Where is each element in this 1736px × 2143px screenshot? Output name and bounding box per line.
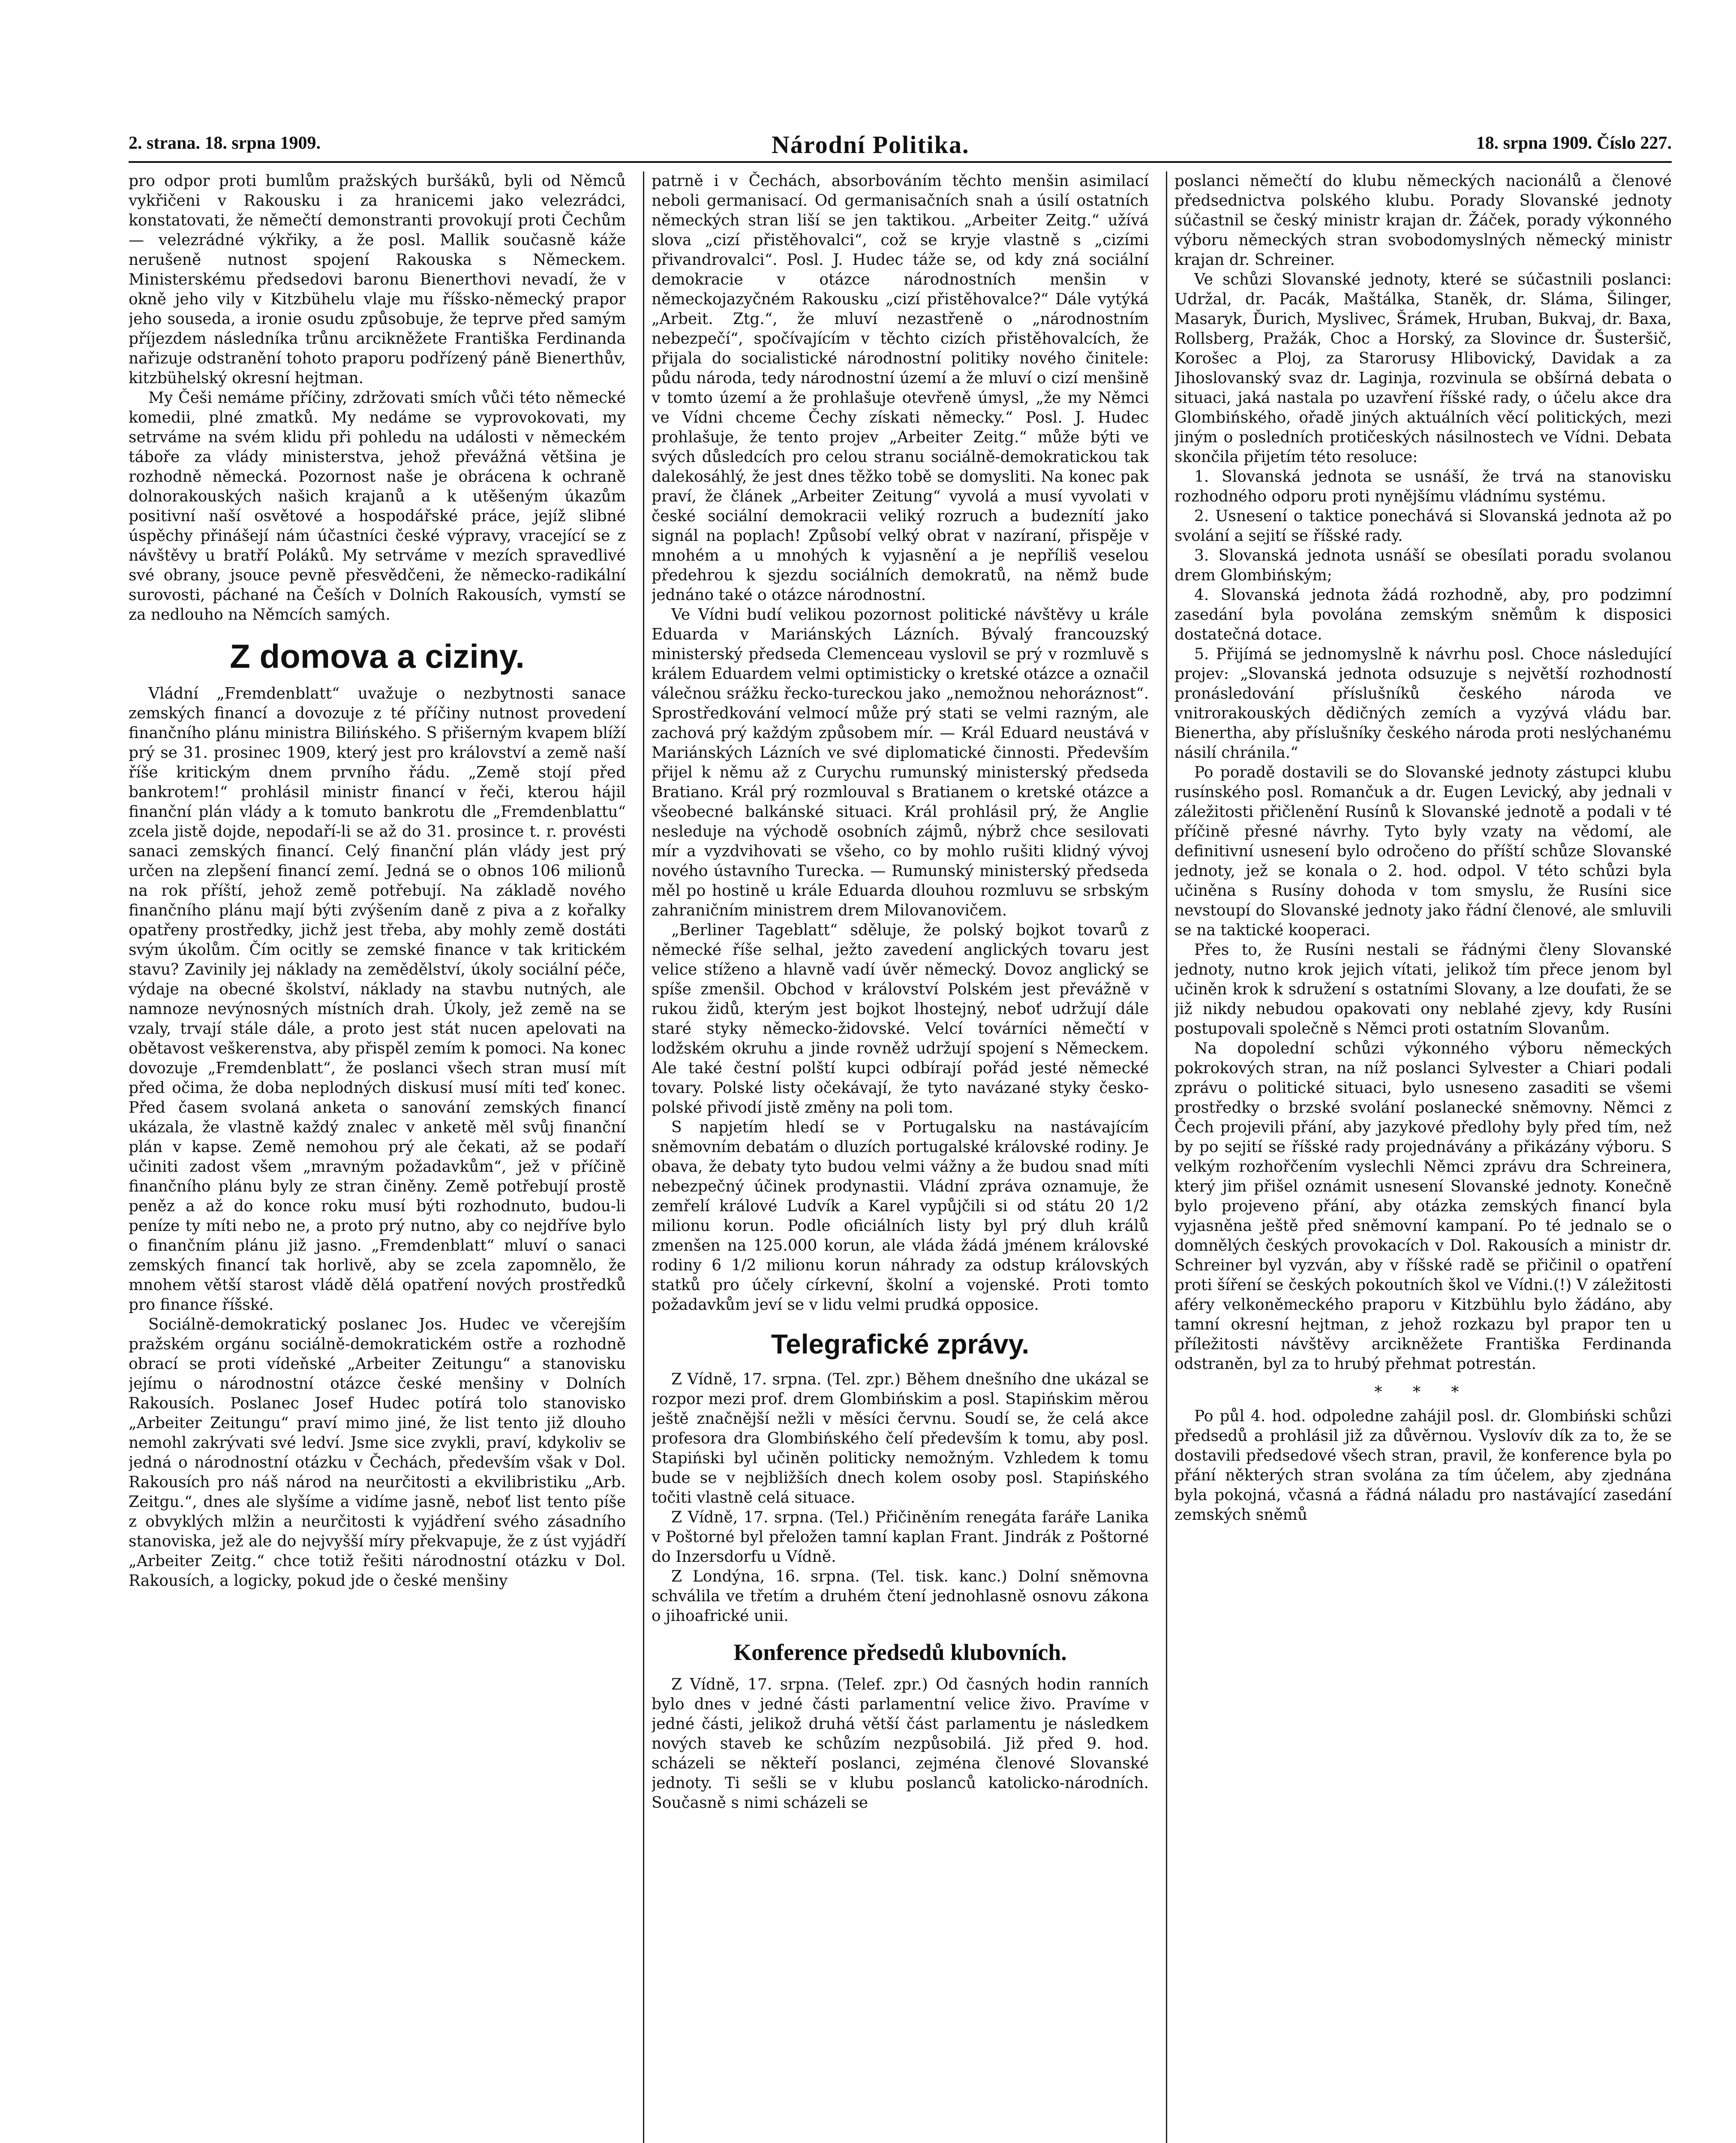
masthead-title: Národní Politika. bbox=[772, 131, 970, 159]
resolution-item: 4. Slovanská jednota žádá rozhodně, aby, pro podzimní zasedání byla povolána zemským sněmům k disposici dostatečná dotace. bbox=[1174, 586, 1672, 643]
resolution-item: 2. Usnesení o taktice ponechává si Slovanská jednota až po svolání a sejití se říšské rady. bbox=[1174, 507, 1672, 545]
column-divider bbox=[643, 171, 644, 2143]
section-separator: * * * bbox=[1374, 1384, 1472, 1401]
article-paragraph: Po poradě dostavili se do Slovanské jednoty zástupci klubu rusínského posl. Romančuk a dr. Eugen Levický, aby jednali v záležitosti přičlenění Rusínů k Slovanské jednotě a podali v té příčině přesné návrhy. Tyto byly vzaty na vědomí, ale definitivní usnesení bylo odročeno do příští schůze Slovanské jednoty, jež se konala o 2. hod. odpol. V této schůzi byla učiněna s Rusíny dohoda v tom smyslu, že Rusíni sice nevstoupí do Slovanské jednoty jako řádní členové, ale smluvili se na taktické kooperaci. bbox=[1174, 764, 1672, 939]
article-paragraph: Z Vídně, 17. srpna. (Tel. zpr.) Během dnešního dne ukázal se rozpor mezi prof. drem Glombińskim a posl. Stapińskim měrou ještě značnější nežli v měsíci červnu. Soudí se, že celá akce profesora dra Glombińského čelí především k tomu, aby posl. Stapiński byl učiněn politicky nemožným. Vzhledem k tomu bude se v nejbližších dnech kolem osoby posl. Stapińského točiti vlastně celá situace. bbox=[652, 1371, 1149, 1507]
section-heading: Telegrafické zprávy. bbox=[771, 1329, 1030, 1360]
newspaper-page bbox=[129, 129, 1672, 2143]
article-paragraph: Vládní „Fremdenblatt“ uvažuje o nezbytnosti sanace zemských financí a dovozuje z té příčiny nutnost provedení finančního plánu ministra Bilińského. S přišerným kvapem blíží prý se 31. prosinec 1909, který jest pro království a země naší říše kritickým dnem prvního řádu. „Země stojí před bankrotem!“ prohlásil ministr financí v řeči, kterou hájil finanční plán vlády a k tomuto bankrotu dle „Fremdenblattu“ zcela jistě dojde, nepodaří-li se až do 31. prosince t. r. provésti sanaci zemských financí. Celý finanční plán vlády jest prý určen na zlepšení financí zemí. Jedná se o obnos 106 milionů na rok příští, jehož země potřebují. Na základě nového finančního plánu mají býti zvýšením daně z piva a z kořalky opatřeny prostředky, jichž jest třeba, aby mohly země dostáti svým úkolům. Čím ocitly se zemské finance v tak kritickém stavu? Zavinily jej náklady na zemědělství, úkoly sociální péče, výdaje na obecné školství, náklady na stavbu nutných, ale namnoze nevýnosných místních drah. Úkoly, jež země na se vzaly, trvají stále dále, a proto jest stát nucen apelovati na obětavost veškerenstva, aby přispěl zemím k pomoci. Na konec dovozuje „Fremdenblatt“, že poslanci všech stran musí mít před očima, že doba neplodných diskusí musí míti teď konec. Před časem svolaná anketa o sanování zemských financí ukázala, že vlastně každý znalec v anketě měl svůj finanční plán v kapse. Země nemohou prý ale čekati, až se podaří učiniti zadost všem „mravným požadavkům“, jež v příčině finančního plánu byly ze stran činěny. Země potřebují prostě peněz a až do konce roku musí býti rozhodnuto, budou-li peníze ty míti nebo ne, a proto prý nutno, aby co nejdříve bylo o finančním plánu již jasno. „Fremdenblatt“ mluví o sanaci zemských financí tak horlivě, aby se zcela zapomnělo, že mnohem větší starost vládě dělá opatření nových prostředků pro finance říšské. bbox=[129, 685, 626, 1314]
column-2 bbox=[652, 171, 1149, 2143]
column-1 bbox=[129, 171, 626, 2143]
article-paragraph: Ve schůzi Slovanské jednoty, které se súčastnili poslanci: Udržal, dr. Pacák, Maštálka, Staněk, dr. Sláma, Šilinger, Masaryk, Ďurich, Myslivec, Šrámek, Hruban, Bukvaj, dr. Baxa, Rollsberg, Pražák, Choc a Horský, za Slovince dr. Šusteršič, Korošec a Ploj, za Starorusy Hlibovický, Davidak a za Jihoslovanský svaz dr. Laginja, rozvinula se obšírná debata o situaci, jaká nastala po uzavření říšské rady, o účelu akce dra Glombińského, ořadě jiných aktuálních věcí politických, mezi jiným o posledních protičeských násilnostech ve Vídni. Debata skončila přijetím této resoluce: bbox=[1174, 271, 1672, 466]
column-3 bbox=[1174, 171, 1672, 2143]
resolution-item: 1. Slovanská jednota se usnáší, že trvá na stanovisku rozhodného odporu proti nynějšímu vládnímu systému. bbox=[1174, 468, 1672, 505]
resolution-item: 5. Přijímá se jednomyslně k návrhu posl. Choce následující projev: „Slovanská jednota odsuzuje s největší rozhodností pronásledování příslušníků českého národa ve vnitrorakouských dědičných zemích a vyzývá vládu bar. Bienertha, aby příslušníky českého národa proti neslýchanému násilí chránila.“ bbox=[1174, 645, 1672, 762]
article-paragraph: patrně i v Čechách, absorbováním těchto menšin asimilací neboli germanisací. Od germanisačních snah a úsilí ostatních německých stran liší se jen taktikou. „Arbeiter Zeitg.“ užívá slova „cizí přistěhovalci“, což se kryje vlastně s „cizími přivandrovalci“. Posl. J. Hudec táže se, od kdy zná sociální demokracie v otázce národnostních menšin v německojazyčném Rakousku „cizí přistěhovalce?“ Dále vytýká „Arbeit. Ztg.“, že mluví nezastřeně o „národnostním nebezpečí“, spočívajícím v těchto cizích přistěhovalcích, že přijala do socialistické národnostní politiky nového činitele: půdu národa, tedy národnostní území a že mluví o cizí menšině v tomto území a že prohlašuje otevřeně úmysl, „že my Němci ve Vídni chceme Čechy získati německy.“ Posl. J. Hudec prohlašuje, že tento projev „Arbeiter Zeitg.“ může býti ve svých důsledcích pro celou stranu sociálně-demokratickou tak dalekosáhlý, že jest dnes těžko tobě se domysliti. Na konec pak praví, že článek „Arbeiter Zeitung“ vyvolá a musí vyvolati v české sociální demokracii veliký rozruch a budeznítí jako signál na poplach! Způsobí velký obrat v nazíraní, přispěje v mnohém a u mnohých k vyjasnění a je nepříliš veselou předehrou k sjezdu sociálních demokratů, na němž bude jednáno také o otázce národnostní. bbox=[652, 172, 1149, 604]
article-paragraph: Z Londýna, 16. srpna. (Tel. tisk. kanc.) Dolní sněmovna schválila ve třetím a druhém čtení jednohlasně osnovu zákona o jihoafrické unii. bbox=[652, 1568, 1149, 1625]
article-paragraph: pro odpor proti bumlům pražských buršáků, byli od Němců vykřičeni v Rakousku i za hranicemi jako velezrádci, konstatovati, že němečtí demonstranti provokují proti Čechům — velezrádné výkřiky, a že posl. Mallik současně káže nerušeně nutnost spojení Rakouska s Německem. Ministerskému předsedovi baronu Bienerthovi nevadí, že v okně jeho vily v Kitzbühelu vlaje mu říšsko-německý prapor jeho souseda, a ironie osudu způsobuje, že teprve před samým příjezdem následníka trůnu arcikněžete Františka Ferdinanda nařizuje odstranění tohoto praporu podřízený páně Bienerthův, kitzbühelský okresní hejtman. bbox=[129, 172, 626, 387]
article-paragraph: Z Vídně, 17. srpna. (Telef. zpr.) Od časných hodin ranních bylo dnes v jedné části parlamentní velice živo. Pravíme v jedné části, jelikož druhá větší část parlamentu je následkem nových staveb ke schůzím nezpůsobilá. Již před 9. hod. scházeli se někteří poslanci, zejména členové Slovanské jednoty. Ti sešli se v klubu poslanců katolicko-národních. Současně s nimi scházeli se bbox=[652, 1676, 1149, 1812]
article-paragraph: My Češi nemáme příčiny, zdržovati smích vůči této německé komedii, plné zmatků. My nedáme se vyprovokovati, my setrváme na svém klidu při pohledu na události v německém táboře za vlády ministerstva, jehož převážná většina je rozhodně německá. Pozornost naše je obrácena k ochraně dolnorakouských našich krajanů a k utěšeným úkazům positivní naší osvětové a hospodářské práce, jejíž slibné úspěchy přinášejí nám účastníci české výpravy, vracející se z návštěvy u bratří Poláků. My setrváme v mezích spravedlivé své obrany, jsouce pevně přesvědčeni, že německo-radikální surovosti, páchané na Češích v Dolních Rakousích, vymstí se za nedlouho na Němcích samých. bbox=[129, 389, 626, 624]
page-header bbox=[129, 129, 1672, 163]
article-paragraph: poslanci němečtí do klubu německých nacionálů a členové předsednictva polského klubu. Porady Slovanské jednoty súčastnil se český ministr krajan dr. Žáček, porady výkonného výboru německých stran svobodomyslných německý ministr krajan dr. Schreiner. bbox=[1174, 172, 1672, 269]
section-heading: Konference předsedů klubovních. bbox=[733, 1639, 1067, 1665]
header-page-date: 2. strana. 18. srpna 1909. bbox=[129, 133, 321, 153]
column-divider bbox=[1166, 171, 1167, 2143]
article-paragraph: Sociálně-demokratický poslanec Jos. Hudec ve včerejším pražském orgánu sociálně-demokratickém ostře a rozhodně obrací se proti vídeňské „Arbeiter Zeitungu“ a stanovisku jejímu o národnostní otázce české menšiny v Dolních Rakousích. Poslanec Josef Hudec potírá tolo stanovisko „Arbeiter Zeitungu“ praví mimo jiné, že list tento již dlouho nemohl zakrývati své ledví. Jsme sice zvykli, praví, kdykoliv se jedná o národnostní otázku v Čechách, především však v Dol. Rakousích pro náš národ na neurčitosti a ekvilibristiku „Arb. Zeitgu.“, dnes ale slyšíme a vidíme jasně, neboť list tento píše z obvyklých mlžin a neurčitosti k vyjádření svého zásadního stanoviska, jež ale do nejvyšší míry překvapuje, že z úst vyjádří „Arbeiter Zeitg.“ chce totiž řešiti národnostní otázku v Dol. Rakousích, a logicky, pokud jde o české menšiny bbox=[129, 1316, 626, 1590]
section-heading: Z domova a ciziny. bbox=[230, 637, 525, 675]
resolution-item: 3. Slovanská jednota usnáší se obesílati poradu svolanou drem Glombińským; bbox=[1174, 547, 1672, 584]
article-paragraph: Přes to, že Rusíni nestali se řádnými členy Slovanské jednoty, nutno krok jejich vítati, jelikož tím přece jenom byl učiněn krok k sdružení s ostatními Slovany, a lze doufati, že se již nikdy nebudou opakovati ony neblahé zjevy, kdy Rusíni postupovali společně s Němci proti ostatním Slovanům. bbox=[1174, 941, 1672, 1038]
article-paragraph: S napjetím hledí se v Portugalsku na nastávajícím sněmovním debatám o dluzích portugalské královské rodiny. Je obava, že debaty tyto budou velmi vážny a že budou snad míti nebezpečný účinek prodynastii. Vládní zpráva oznamuje, že zemřelí králové Ludvík a Karel vypůjčili si od státu 20 1/2 milionu korun. Podle oficiálních listy byl prý dluh králů zmenšen na 125.000 korun, ale vláda žádá jménem královské rodiny 6 1/2 milionu korun náhrady za odstup královských statků pro účely církevní, školní a vojenské. Proti tomto požadavkům jeví se v lidu velmi prudká opposice. bbox=[652, 1119, 1149, 1314]
header-issue-number: 18. srpna 1909. Číslo 227. bbox=[1476, 133, 1672, 153]
article-paragraph: „Berliner Tageblatt“ sděluje, že polský bojkot tovarů z německé říše selhal, ježto zavedení anglických tovaru jest velice stíženo a hlavně vadí úvěr německý. Dovoz anglický se spíše zmenšil. Obchod v království Polském jest převážně v rukou židů, kterým jest bojkot lhostejný, neboť udržují dále staré styky německo-židovské. Velcí továrníci němečtí v lodžském okruhu a jinde rovněž udržují spojení s Německem. Ale také čestní polští kupci odbírají pořád jesté německé tovary. Polské listy očekávají, že tyto navázané styky česko-polské přivodí jistě změny na poli tom. bbox=[652, 921, 1149, 1117]
article-paragraph: Na dopolední schůzi výkonného výboru německých pokrokových stran, na níž poslanci Sylvester a Chiari podali zprávu o politické situaci, bylo usneseno zasaditi se všemi prostředky o brzské svolání poslanecké sněmovny. Němci z Čech projevili přání, aby jazykové předlohy byly před tím, než by po sejití se říšské rady projednávány a přikázány výboru. S velkým rozhořčením vyslechli Němci zprávu dra Schreinera, který jim přišel oznámit usnesení Slovanské jednoty. Konečně bylo projeveno přání, aby otázka zemských financí byla vyjasněna ještě před sněmovní kampaní. Po té jednalo se o domnělých českých provokacích v Dol. Rakousích a ministr dr. Schreiner byl vyzván, aby v říšské radě se přičinil o opatření proti šíření se českých pokoutních škol ve Vídni.(!) V záležitosti aféry velkoněmeckého praporu v Kitzbühlu bylo žádáno, aby tamní okresní hejtman, z jehož rozkazu byl prapor ten u příležitosti návštěvy arcikněžete Františka Ferdinanda odstraněn, byl za to hrubý přehmat potrestán. bbox=[1174, 1040, 1672, 1373]
article-paragraph: Z Vídně, 17. srpna. (Tel.) Přičiněním renegáta faráře Lanika v Poštorné byl přeložen tamní kaplan Frant. Jindrák z Poštorné do Inzersdorfu u Vídně. bbox=[652, 1509, 1149, 1566]
article-paragraph: Po půl 4. hod. odpoledne zahájil posl. dr. Glombiński schůzi předsedů a prohlásil již za důvěrnou. Vyslovív dík za to, že se dostavili předsedové všech stran, pravil, že konference byla po přání některých stran svolána za tím účelem, aby zjednána byla pokojná, včasná a řádná náladu pro nastávající zasedání zemských sněmů bbox=[1174, 1408, 1672, 1524]
article-paragraph: Ve Vídni budí velikou pozornost politické návštěvy u krále Eduarda v Mariánských Lázních. Bývalý francouzský ministerský předseda Clemenceau vyslovil se prý v rozmluvě s králem Eduardem velmi optimisticky o kretské otázce a označil válečnou srážku řecko-tureckou jako „nemožnou nehoráznost“. Sprostředkování velmocí může prý stati se velmi razným, ale zachová prý každým způsobem mír. — Král Eduard neustává v Mariánských Lázních ve své diplomatické činnosti. Především přijel k němu až z Curychu rumunský ministerský předseda Bratiano. Král prý rozmlouval s Bratianem o kretské otázce a všeobecné balkánské situaci. Král prohlásil prý, že Anglie nesleduje na východě osobních zájmů, nýbrž chce sesilovati mír a vyzdvihovati se všeho, co by mohlo rušiti klidný vývoj nového ústavního Turecka. — Rumunský ministerský předseda měl po hostině u krále Eduarda dlouhou rozmluvu se srbským zahraničním ministrem drem Milovanovičem. bbox=[652, 606, 1149, 919]
